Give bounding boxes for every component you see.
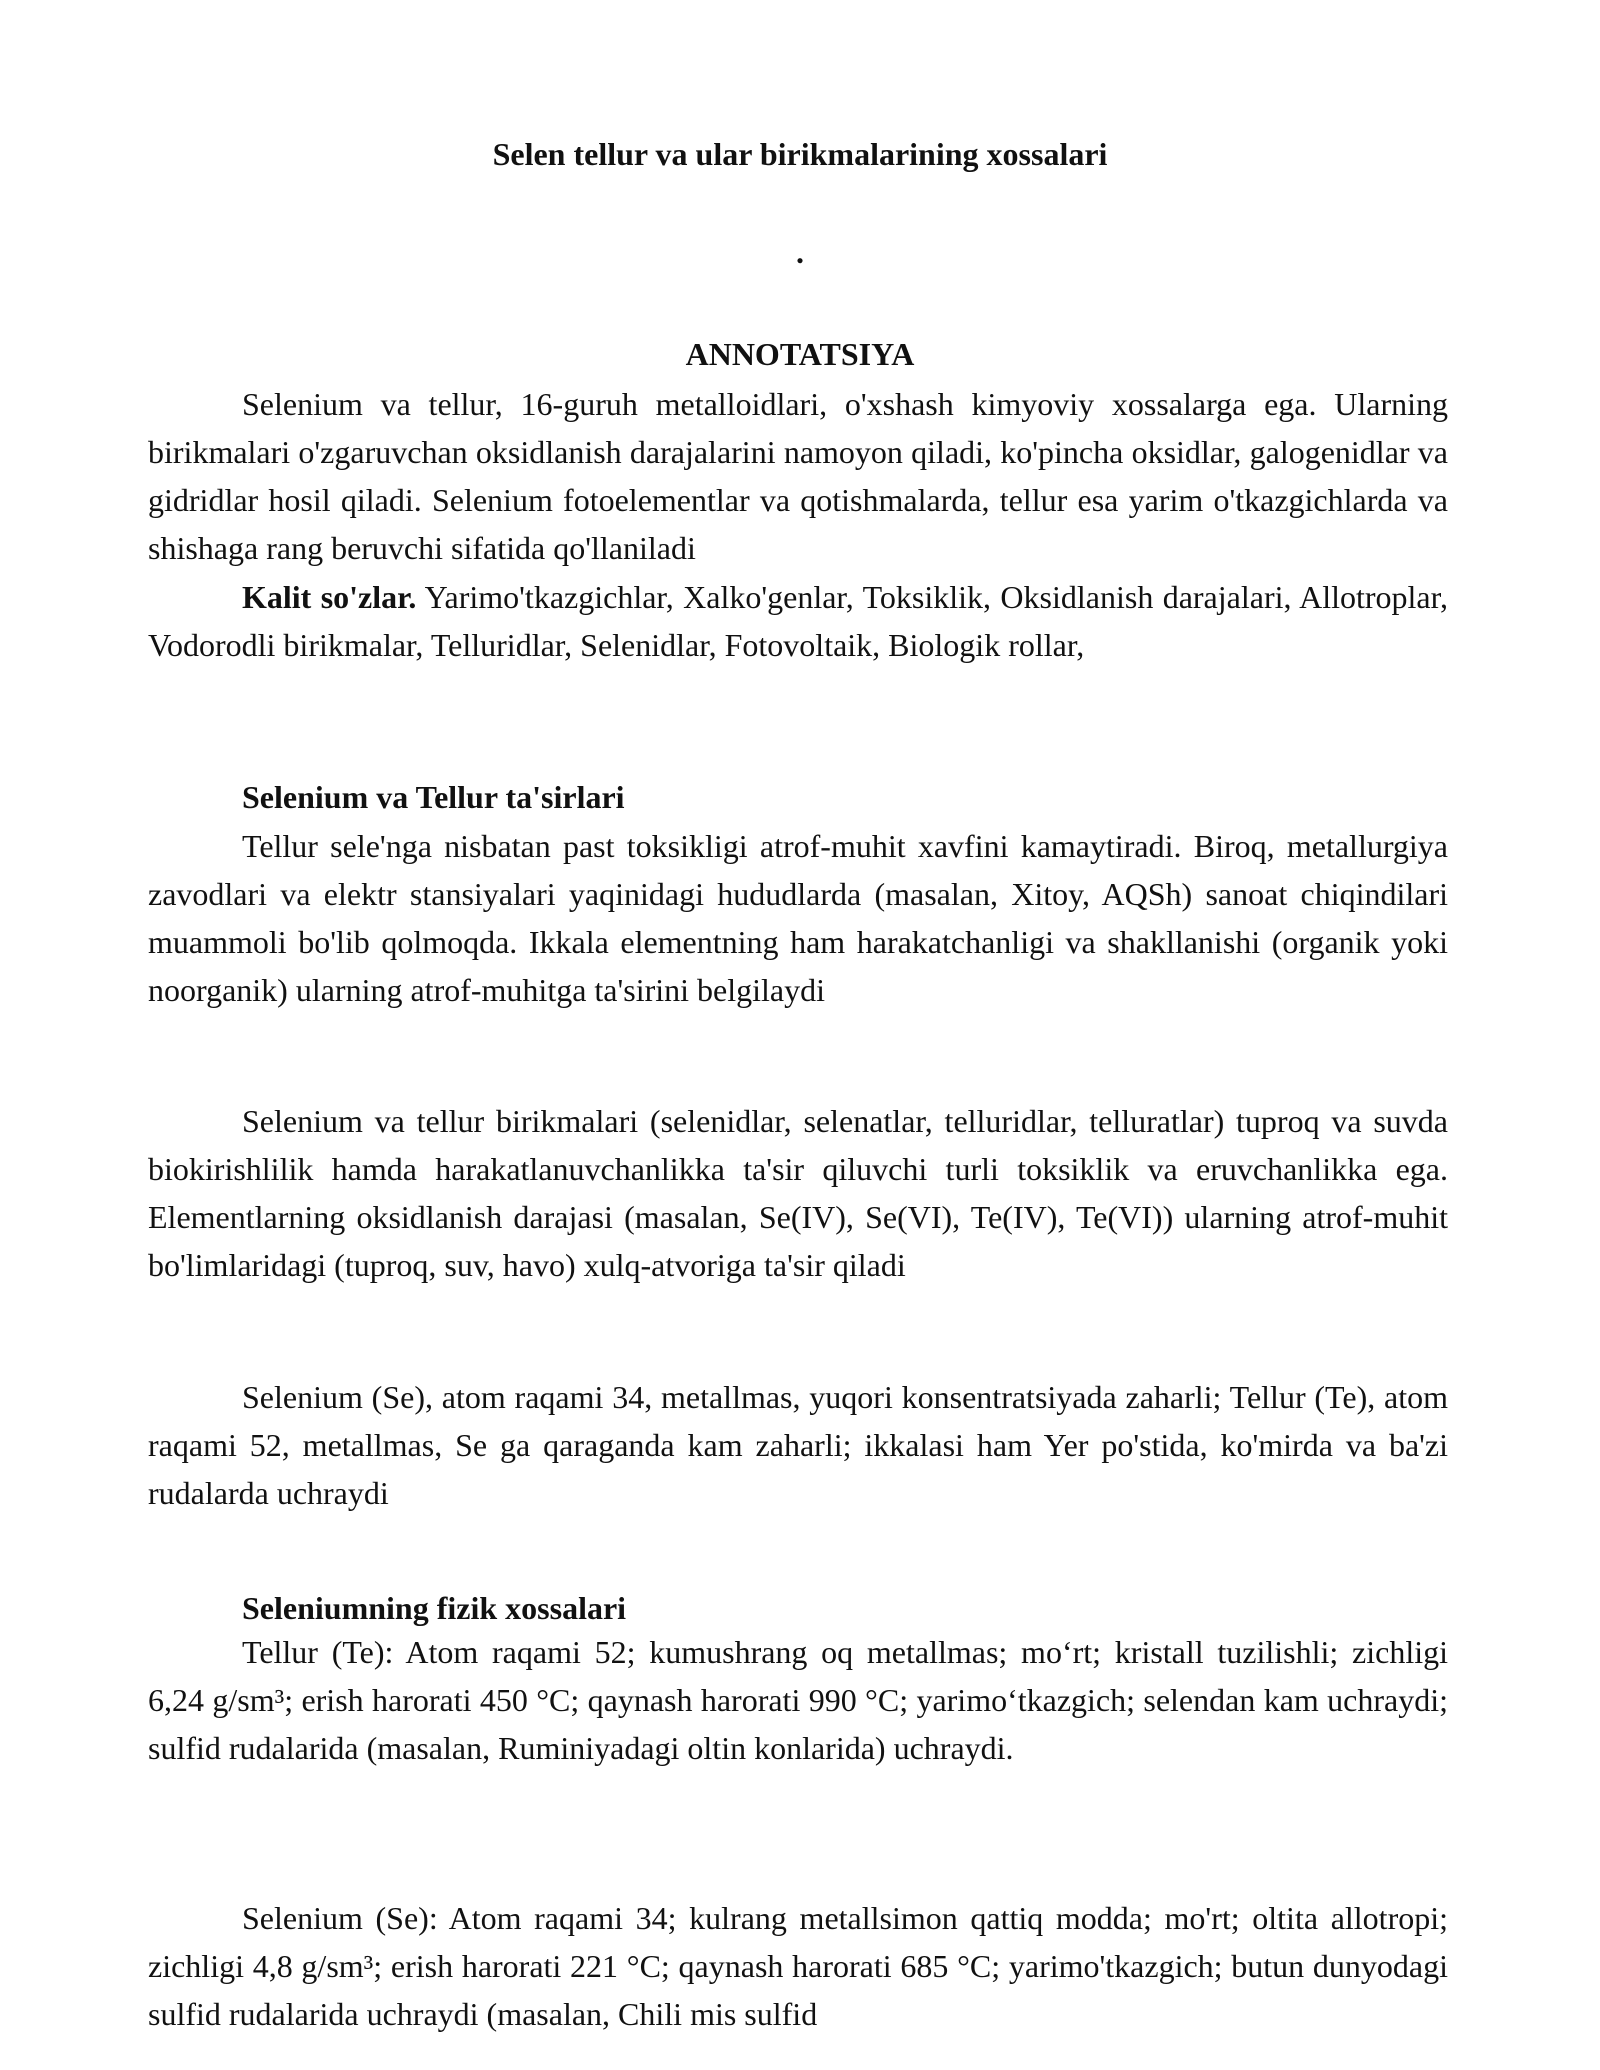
- effects-paragraph-3: Selenium (Se), atom raqami 34, metallmas, yuqori konsentratsiyada zaharli; Tellur (Te), atom raqami 52, metallmas, Se ga qaraganda kam zaharli; ikkalasi ham Yer po'stida, ko'mirda va ba'zi rudalarda uchraydi: [148, 1379, 1448, 1511]
- effects-paragraph-2: Selenium va tellur birikmalari (selenidlar, selenatlar, telluridlar, telluratlar) tuproq va suvda biokirishlilik hamda harakatlanuvchanlikka ta'sir qiluvchi turli toksiklik va eruvchanlikka ega. Elementlarning oksidlanish darajasi (masalan, Se(IV), Se(VI), Te(IV), Te(VI)) ularning atrof-muhit bo'limlaridagi (tuproq, suv, havo) xulq-atvoriga ta'sir qiladi: [148, 1103, 1448, 1283]
- keywords-paragraph: [148, 573, 1448, 669]
- section-heading-physical: Seleniumning fizik xossalari: [242, 1590, 627, 1626]
- keywords-label: Kalit so'zlar.: [242, 579, 417, 615]
- keywords-text: Yarimo'tkazgichlar, Xalko'genlar, Toksiklik, Oksidlanish darajalari, Allotroplar, Vodorodli birikmalar, Telluridlar, Selenidlar, Fotovoltaik, Biologik rollar,: [148, 579, 1449, 663]
- title-dot: .: [796, 234, 804, 270]
- effects-paragraph-1: Tellur sele'nga nisbatan past toksikligi atrof-muhit xavfini kamaytiradi. Biroq, metallurgiya zavodlari va elektr stansiyalari yaqinidagi hududlarda (masalan, Xitoy, AQSh) sanoat chiqindilari muammoli bo'lib qolmoqda. Ikkala elementning ham harakatchanligi va shakllanishi (organik yoki noorganik) ularning atrof-muhitga ta'sirini belgilaydi: [148, 828, 1448, 1008]
- physical-paragraph-selenium: Selenium (Se): Atom raqami 34; kulrang metallsimon qattiq modda; mo'rt; oltita allotropi; zichligi 4,8 g/sm³; erish harorati 221 °C; qaynash harorati 685 °C; yarimo'tkazgich; butun dunyodagi sulfid rudalarida uchraydi (masalan, Chili mis sulfid: [148, 1900, 1448, 2032]
- document-title: Selen tellur va ular birikmalarining xossalari: [492, 136, 1108, 172]
- annotation-paragraph: Selenium va tellur, 16-guruh metalloidlari, o'xshash kimyoviy xossalarga ega. Ularning birikmalari o'zgaruvchan oksidlanish darajalarini namoyon qiladi, ko'pincha oksidlar, galogenidlar va gidridlar hosil qiladi. Selenium fotoelementlar va qotishmalarda, tellur esa yarim o'tkazgichlarda va shishaga rang beruvchi sifatida qo'llaniladi: [148, 386, 1448, 566]
- physical-paragraph-tellurium: Tellur (Te): Atom raqami 52; kumushrang oq metallmas; mo‘rt; kristall tuzilishli; zichligi 6,24 g/sm³; erish harorati 450 °C; qaynash harorati 990 °C; yarimo‘tkazgich; selendan kam uchraydi; sulfid rudalarida (masalan, Ruminiyadagi oltin konlarida) uchraydi.: [148, 1634, 1448, 1766]
- section-heading-effects: Selenium va Tellur ta'sirlari: [242, 779, 625, 815]
- annotation-heading: ANNOTATSIYA: [685, 336, 915, 372]
